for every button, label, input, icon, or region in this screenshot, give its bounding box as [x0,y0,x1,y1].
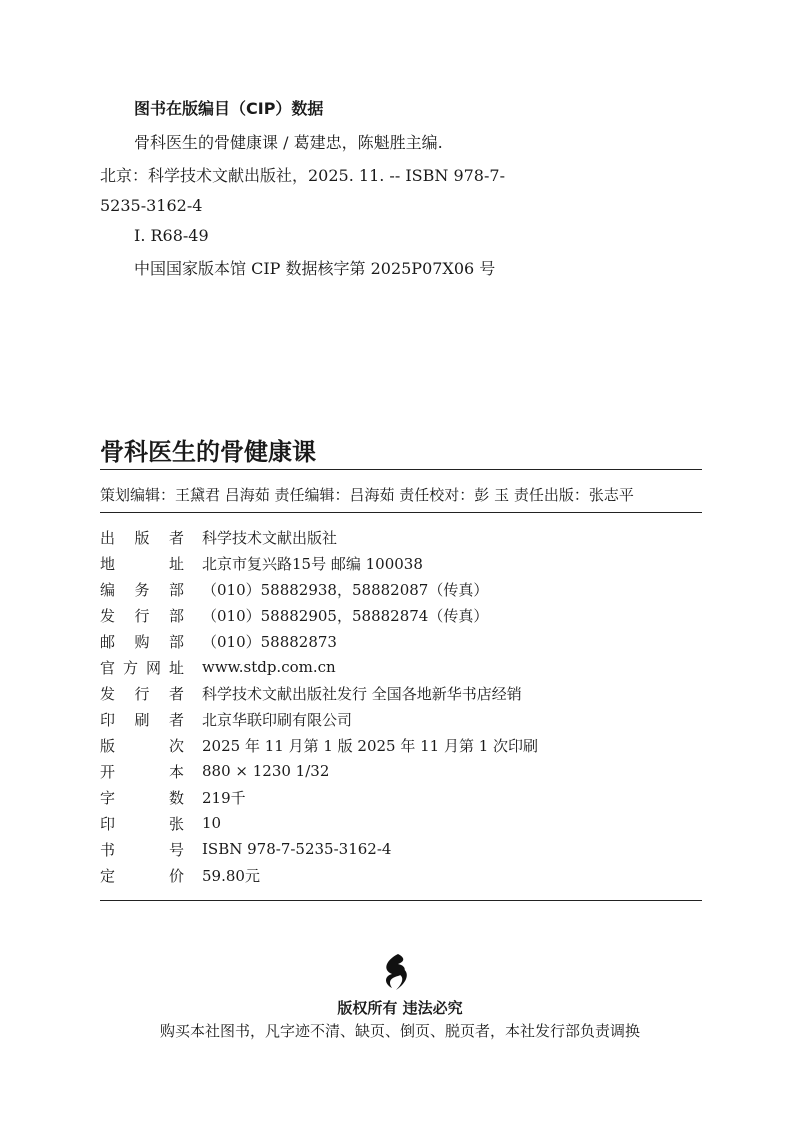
info-label-char: 行 [134,606,150,625]
info-label-char: 号 [168,840,184,859]
info-value: www.stdp.com.cn [202,658,336,676]
cip-line: 北京：科学技术文献出版社，2025. 11. -- ISBN 978-7- [100,166,505,185]
info-label-char: 者 [168,710,184,729]
cip-title: 图书在版编目（CIP）数据 [134,99,324,118]
info-value: 科学技术文献出版社 [202,528,338,547]
info-label-char: 价 [168,866,184,885]
info-row [100,810,700,836]
info-row [100,862,700,888]
info-value: 10 [202,814,222,832]
info-value: （010）58882938，58882087（传真） [202,580,489,599]
info-label-char: 邮 [100,632,116,651]
notice-line: 购买本社图书，凡字迹不清、缺页、倒页、脱页者，本社发行部负责调换 [159,1022,640,1040]
info-value: 科学技术文献出版社发行 全国各地新华书店经销 [202,684,522,703]
info-label-char: 本 [168,762,184,781]
info-label-char: 编 [100,580,116,599]
info-row [100,758,700,784]
info-value: （010）58882873 [202,632,337,651]
info-label-char: 务 [134,580,150,599]
info-label-char: 部 [168,580,184,599]
info-label [100,709,202,730]
divider [100,512,702,513]
divider [100,900,702,901]
info-label-char: 数 [168,788,184,807]
info-label-char: 出 [100,528,116,547]
info-label [100,527,202,548]
info-label [100,631,202,652]
info-label-char: 者 [168,684,184,703]
cip-line: 中国国家版本馆 CIP 数据核字第 2025P07X06 号 [134,259,496,278]
info-row [100,524,700,550]
info-value: 北京华联印刷有限公司 [202,710,353,729]
info-label-char: 版 [134,528,150,547]
info-label-char: 购 [134,632,150,651]
info-value: 219千 [202,788,246,807]
info-label [100,813,202,834]
info-label [100,579,202,600]
info-label-char: 部 [168,632,184,651]
info-label [100,657,202,678]
info-label-char: 部 [168,606,184,625]
cip-line: 5235-3162-4 [100,196,203,215]
info-label-char: 开 [100,762,116,781]
info-label-char: 印 [100,710,116,729]
info-value: （010）58882905，58882874（传真） [202,606,489,625]
info-label-char: 定 [100,866,116,885]
info-value: 2025 年 11 月第 1 版 2025 年 11 月第 1 次印刷 [202,736,539,755]
info-label [100,865,202,886]
publisher-logo-icon [376,952,416,992]
info-row [100,836,700,862]
cip-line: Ⅰ. R68-49 [134,226,209,245]
info-label-char: 刷 [134,710,150,729]
info-label [100,553,202,574]
info-label-char: 发 [100,684,116,703]
info-row [100,550,700,576]
cip-line: 骨科医生的骨健康课 / 葛建忠，陈魁胜主编. [134,133,443,152]
publication-info [100,524,700,888]
info-label [100,683,202,704]
info-value: ISBN 978-7-5235-3162-4 [202,840,392,858]
info-row [100,680,700,706]
info-row [100,784,700,810]
info-label-char: 版 [100,736,116,755]
info-label-char: 书 [100,840,116,859]
info-label-char: 次 [168,736,184,755]
info-label-char: 网 [145,658,161,677]
info-label-char: 者 [168,528,184,547]
info-row [100,576,700,602]
divider [100,469,702,470]
info-value: 北京市复兴路15号 邮编 100038 [202,554,423,573]
rights-line: 版权所有 违法必究 [337,999,463,1017]
book-title: 骨科医生的骨健康课 [100,438,316,466]
info-label [100,839,202,860]
info-label-char: 地 [100,554,116,573]
info-label-char: 印 [100,814,116,833]
info-label-char: 发 [100,606,116,625]
info-row [100,654,700,680]
info-value: 59.80元 [202,866,260,885]
info-label-char: 方 [122,658,138,677]
info-row [100,706,700,732]
editors-line: 策划编辑：王黛君 吕海茹 责任编辑：吕海茹 责任校对：彭 玉 责任出版：张志平 [100,486,634,504]
info-value: 880 × 1230 1/32 [202,762,330,780]
info-label-char: 官 [100,658,116,677]
info-label [100,787,202,808]
info-row [100,628,700,654]
info-label-char: 字 [100,788,116,807]
info-label-char: 张 [168,814,184,833]
info-label-char: 址 [168,658,184,677]
info-label [100,761,202,782]
info-label [100,605,202,626]
info-row [100,602,700,628]
info-label-char: 址 [168,554,184,573]
info-label-char: 行 [134,684,150,703]
info-label [100,735,202,756]
info-row [100,732,700,758]
